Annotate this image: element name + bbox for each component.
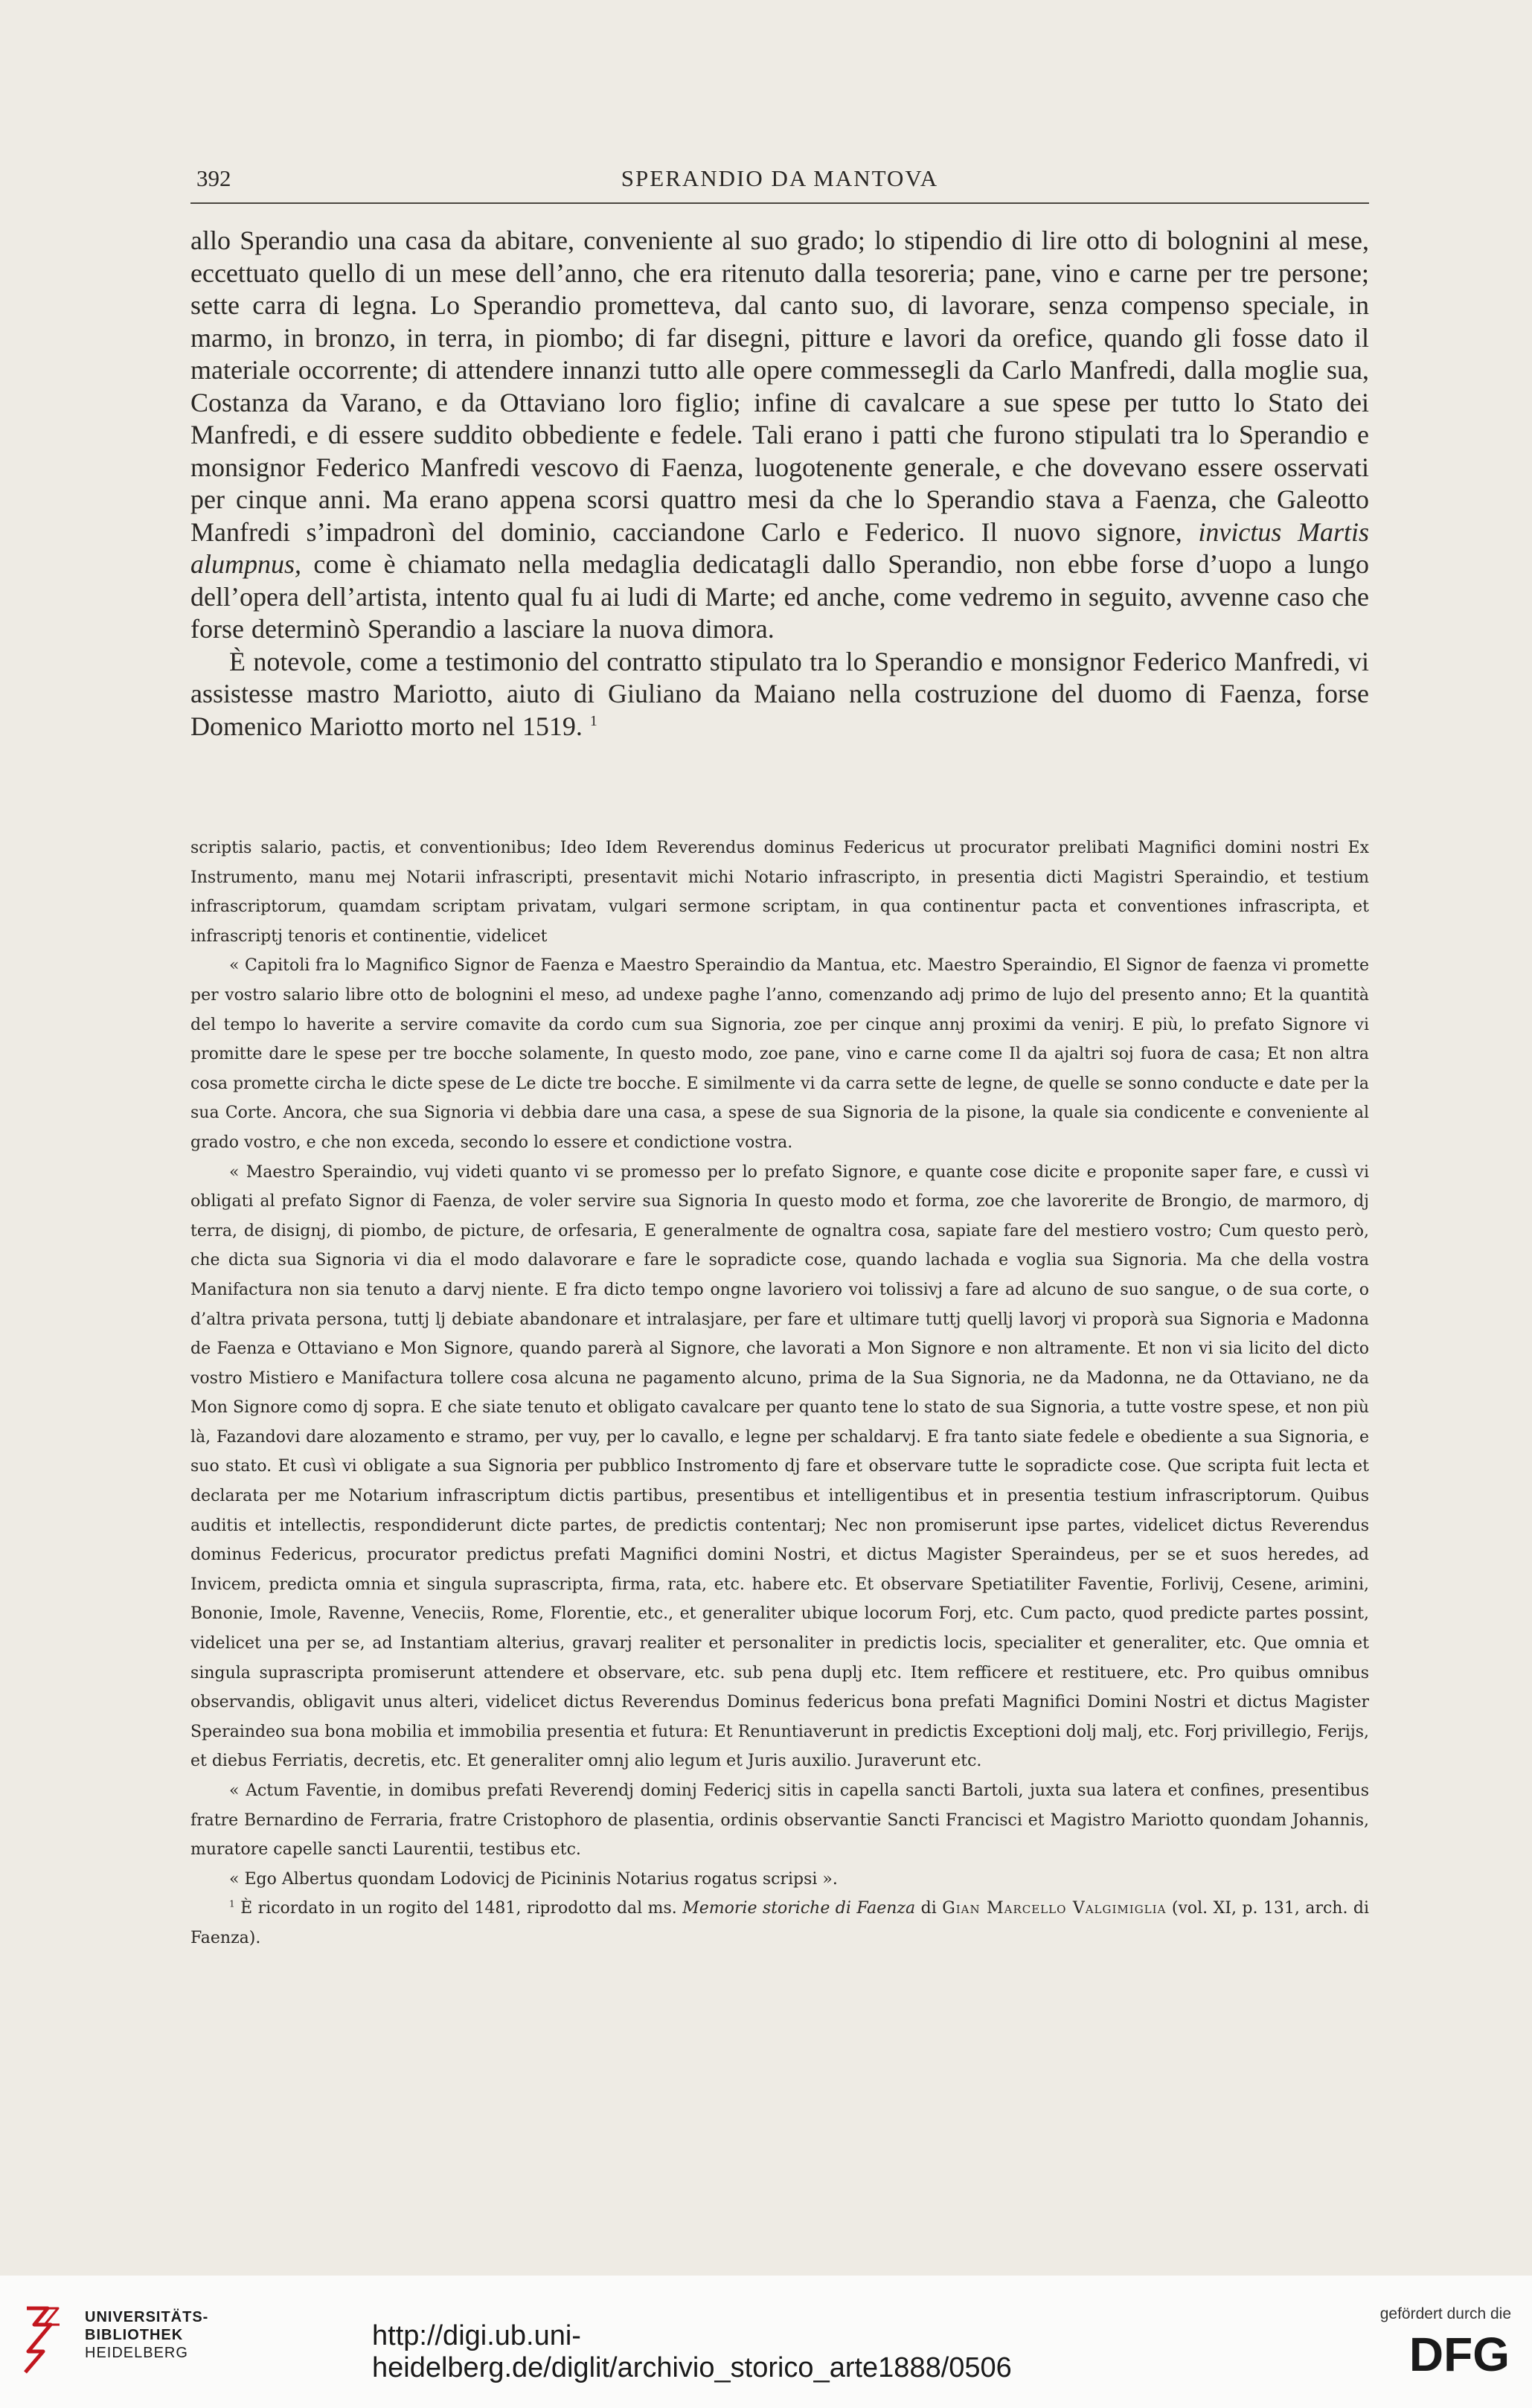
dfg-logo-icon — [1373, 2329, 1511, 2375]
library-name — [85, 2308, 208, 2362]
note-paragraph: « Capitoli fra lo Magnifico Signor de Faenza e Maestro Speraindio da Mantua, etc. Maestro Speraindio, El Signor de faenza vi promette per vostro salario libre otto de bolognini el meso, ad undexe paghe l’anno, comenzando adj primo de lujo del presento anno; Et la quantità del tempo lo haverite a servire comavite da cordo cum sua Signoria, zoe per cinque annj proximi da venirj. E più, lo prefato Signore vi promitte dare le spese per tre bocche solamente, In questo modo, zoe pane, vino e carne come Il da ajaltri soj fuora de casa; Et non altra cosa promette circha le dicte spese de Le dicte tre bocche. E similmente vi da carra sette de legne, de quelle se sonno conducte e date per la sua Corte. Ancora, che sua Signoria vi debbia dare una casa, a spese de sua Signoria de la pisone, la quale sia condicente e conveniente al grado vostro, e che non exceda, secondo lo essere et condictione vostra. — [190, 956, 1369, 1152]
permalink[interactable]: http://digi.ub.uni-heidelberg.de/diglit/archivio_storico_arte1888/0506 — [372, 2320, 1012, 2383]
note-paragraph: « Maestro Speraindio, vuj videti quanto vi se promesso per lo prefato Signore, e quante cose dicite e proponite saper fare, e cussì vi obligati al prefato Signor di Faenza, de voler servire sua Signoria In questo modo et forma, zoe che lavorerite de Brongio, de marmoro, dj terra, de disignj, di piombo, de picture, de orfesaria, E generalmente de ognaltra cosa, sapiate fare del mestiero vostro; Cum questo però, che dicta sua Signoria vi dia el modo dalavorare e fare le sopradicte cose, quando lachada e voglia sua Signoria. Ma che della vostra Manifactura non sia tenuto a darvj niente. E fra dicto tempo ongne lavoriero voi tolissivj a fare ad alcuno de suo sangue, o de sua corte, o d’altra privata persona, tuttj lj debiate abandonare et intralasjare, per fare et ultimare tuttj quellj lavorj vi proporà sua Signoria e Madonna de Faenza e Ottaviano e Mon Signore, quando parerà al Signore, che lavorati a Mon Signore e non altramente. Et non vi sia licito del dicto vostro Mistiero e Manifactura tollere cosa alcuna ne pagamento alcuno, prima de la Sua Signoria, ne da Madonna, ne da Ottaviano, ne da Mon Signore como dj sopra. E che siate tenuto et obligato cavalcare per quanto tene lo stato de sua Signoria, a tutte vostre spese, et non più là, Fazandovi dare alozamento e stramo, per vuy, per lo cavallo, e legne per schaldarvj. E fra tanto siate fedele e obediente a sua Signoria, e suo stato. Et cusì vi obligate a sua Signoria per pubblico Instromento dj fare et observare tutte le sopradicte cose. Que scripta fuit lecta et declarata per me Notarium infrascriptum dictis partibus, presentibus et intelligentibus et in presentia testium infrascriptorum. Quibus auditis et intellectis, respondiderunt dicte partes, de predictis contentarj; Nec non promiserunt ipse partes, videlicet dictus Reverendus dominus Federicus, procurator predictus prefati Magnifici domini Nostri, et dictus Magister Speraindeus, per se et suos heredes, ad Invicem, predicta omnia et singula suprascripta, firma, rata, etc. habere etc. Et observare Spetiatiliter Faventie, Forlivij, Cesene, arimini, Bononie, Imole, Ravenne, Veneciis, Rome, Florentie, etc., et generaliter ubique locorum Forj, etc. Cum pacto, quod predicte partes possint, videlicet una per se, ad Instantiam alterius, gravarj realiter et personaliter in predictis locis, specialiter et generaliter, etc. Que omnia et singula suprascripta promiserunt attendere et observare, etc. sub pena duplj etc. Item refficere et restituere, etc. Pro quibus omnibus observandis, obligavit unus alteri, videlicet dictus Reverendus Dominus federicus bona prefati Magnifici Domini Nostri et dictus Magister Speraindeo sua bona mobilia et immobilia presentia et futura: Et Renuntiaverunt in predictis Exceptioni dolj malj, etc. Forj privillegio, Ferijs, et diebus Ferriatis, decretis, etc. Et generaliter omnj alio legum et Juris auxilio. Juraverunt etc. — [190, 1162, 1369, 1771]
notes-block — [190, 833, 1369, 1953]
body-paragraph-1-text: allo Sperandio una casa da abitare, conveniente al suo grado; lo stipendio di lire otto di bolognini al mese, eccettuato quello di un mese dell’anno, che era ritenuto dalla tesoreria; pane, vino e carne per tre persone; sette carra di legna. Lo Sperandio prometteva, dal canto suo, di lavorare, senza compenso speciale, in marmo, in bronzo, in terra, in piombo; di far disegni, pitture e lavori da orefice, quando gli fosse dato il materiale occorrente; di attendere innanzi tutto alle opere commessegli da Carlo Manfredi, dalla moglie sua, Costanza da Varano, e da Ottaviano loro figlio; infine di cavalcare a sue spese per tutto lo Stato dei Manfredi, e di essere suddito obbediente e fedele. Tali erano i patti che furono stipulati tra lo Sperandio e monsignor Federico Manfredi vescovo di Faenza, luogotenente generale, e che dovevano essere osservati per cinque anni. Ma erano appena scorsi quattro mesi da che lo Sperandio stava a Faenza, che Galeotto Manfredi s’impadronì del dominio, cacciandone Carlo e Federico. Il nuovo signore, — [190, 225, 1369, 547]
page-number: 392 — [196, 165, 231, 191]
footnote-author: Gian Marcello Valgimiglia — [942, 1899, 1167, 1918]
body-paragraph-1 — [190, 225, 1369, 646]
note-paragraph: « Ego Albertus quondam Lodovicj de Picininis Notarius rogatus scripsi ». — [229, 1869, 838, 1889]
body-paragraph-2 — [190, 646, 1369, 743]
main-text — [190, 225, 1369, 743]
note-paragraph: scriptis salario, pactis, et conventionibus; Ideo Idem Reverendus dominus Federicus ut procurator prelibati Magnifici domini nostri Ex Instrumento, manu mej Notarii infrascripti, presentavit michi Notario infrascripto, in presentia dicti Magistri Speraindio, et testium infrascriptorum, quamdam scriptam privatam, vulgari sermone scriptam, in qua continentur pacta et conventiones infrascripta, et infrascriptj tenoris et continentie, videlicet — [190, 839, 1369, 946]
library-name-line: UNIVERSITÄTS- — [85, 2309, 209, 2325]
footnote-marker: 1 — [229, 1899, 235, 1910]
running-title: SPERANDIO DA MANTOVA — [621, 165, 939, 191]
funding-note: gefördert durch die — [1379, 2305, 1511, 2322]
university-library-logo-icon — [18, 2302, 63, 2377]
footnote-1 — [190, 1894, 1369, 1953]
footnote-title: Memorie storiche di Faenza — [682, 1899, 916, 1918]
footnote-di: di — [920, 1899, 937, 1918]
library-name-line: HEIDELBERG — [85, 2345, 188, 2361]
running-head — [190, 165, 1369, 204]
note-paragraph: « Actum Faventie, in domibus prefati Reverendj dominj Federicj sitis in capella sancti Bartoli, juxta sua latera et confines, presentibus fratre Bernardino de Ferraria, fratre Cristophoro de plasentia, ordinis observantie Sancti Francisci et Magistro Mariotto quondam Johannis, muratore capelle sancti Laurentii, testibus etc. — [190, 1781, 1369, 1860]
medal-inscription: invictus Martis alumpnus, — [190, 516, 1370, 579]
body-paragraph-2-text: È notevole, come a testimonio del contratto stipulato tra lo Sperandio e monsignor Federico Manfredi, vi assistesse mastro Mariotto, aiuto di Giuliano da Maiano nella costruzione del duomo di Faenza, forse Domenico Mariotto morto nel 1519. — [190, 646, 1369, 741]
footnote-reference: 1 — [589, 712, 597, 729]
funding-notice — [1347, 2305, 1511, 2375]
funder-name: DFG — [1408, 2329, 1510, 2375]
footer-bar — [0, 2276, 1532, 2408]
footnote-citation: (vol. XI, p. 131, arch. di Faenza). — [190, 1899, 1370, 1947]
footnote-text: È ricordato in un rogito del 1481, riprodotto dal ms. — [240, 1899, 677, 1918]
library-name-line: BIBLIOTHEK — [85, 2327, 184, 2343]
body-paragraph-1-continuation: come è chiamato nella medaglia dedicatagli dallo Sperandio, non ebbe forse d’uopo a lungo dell’opera dell’artista, intento qual fu ai ludi di Marte; ed anche, come vedremo in seguito, avvenne caso che forse determinò Sperandio a lasciare la nuova dimora. — [190, 549, 1370, 644]
